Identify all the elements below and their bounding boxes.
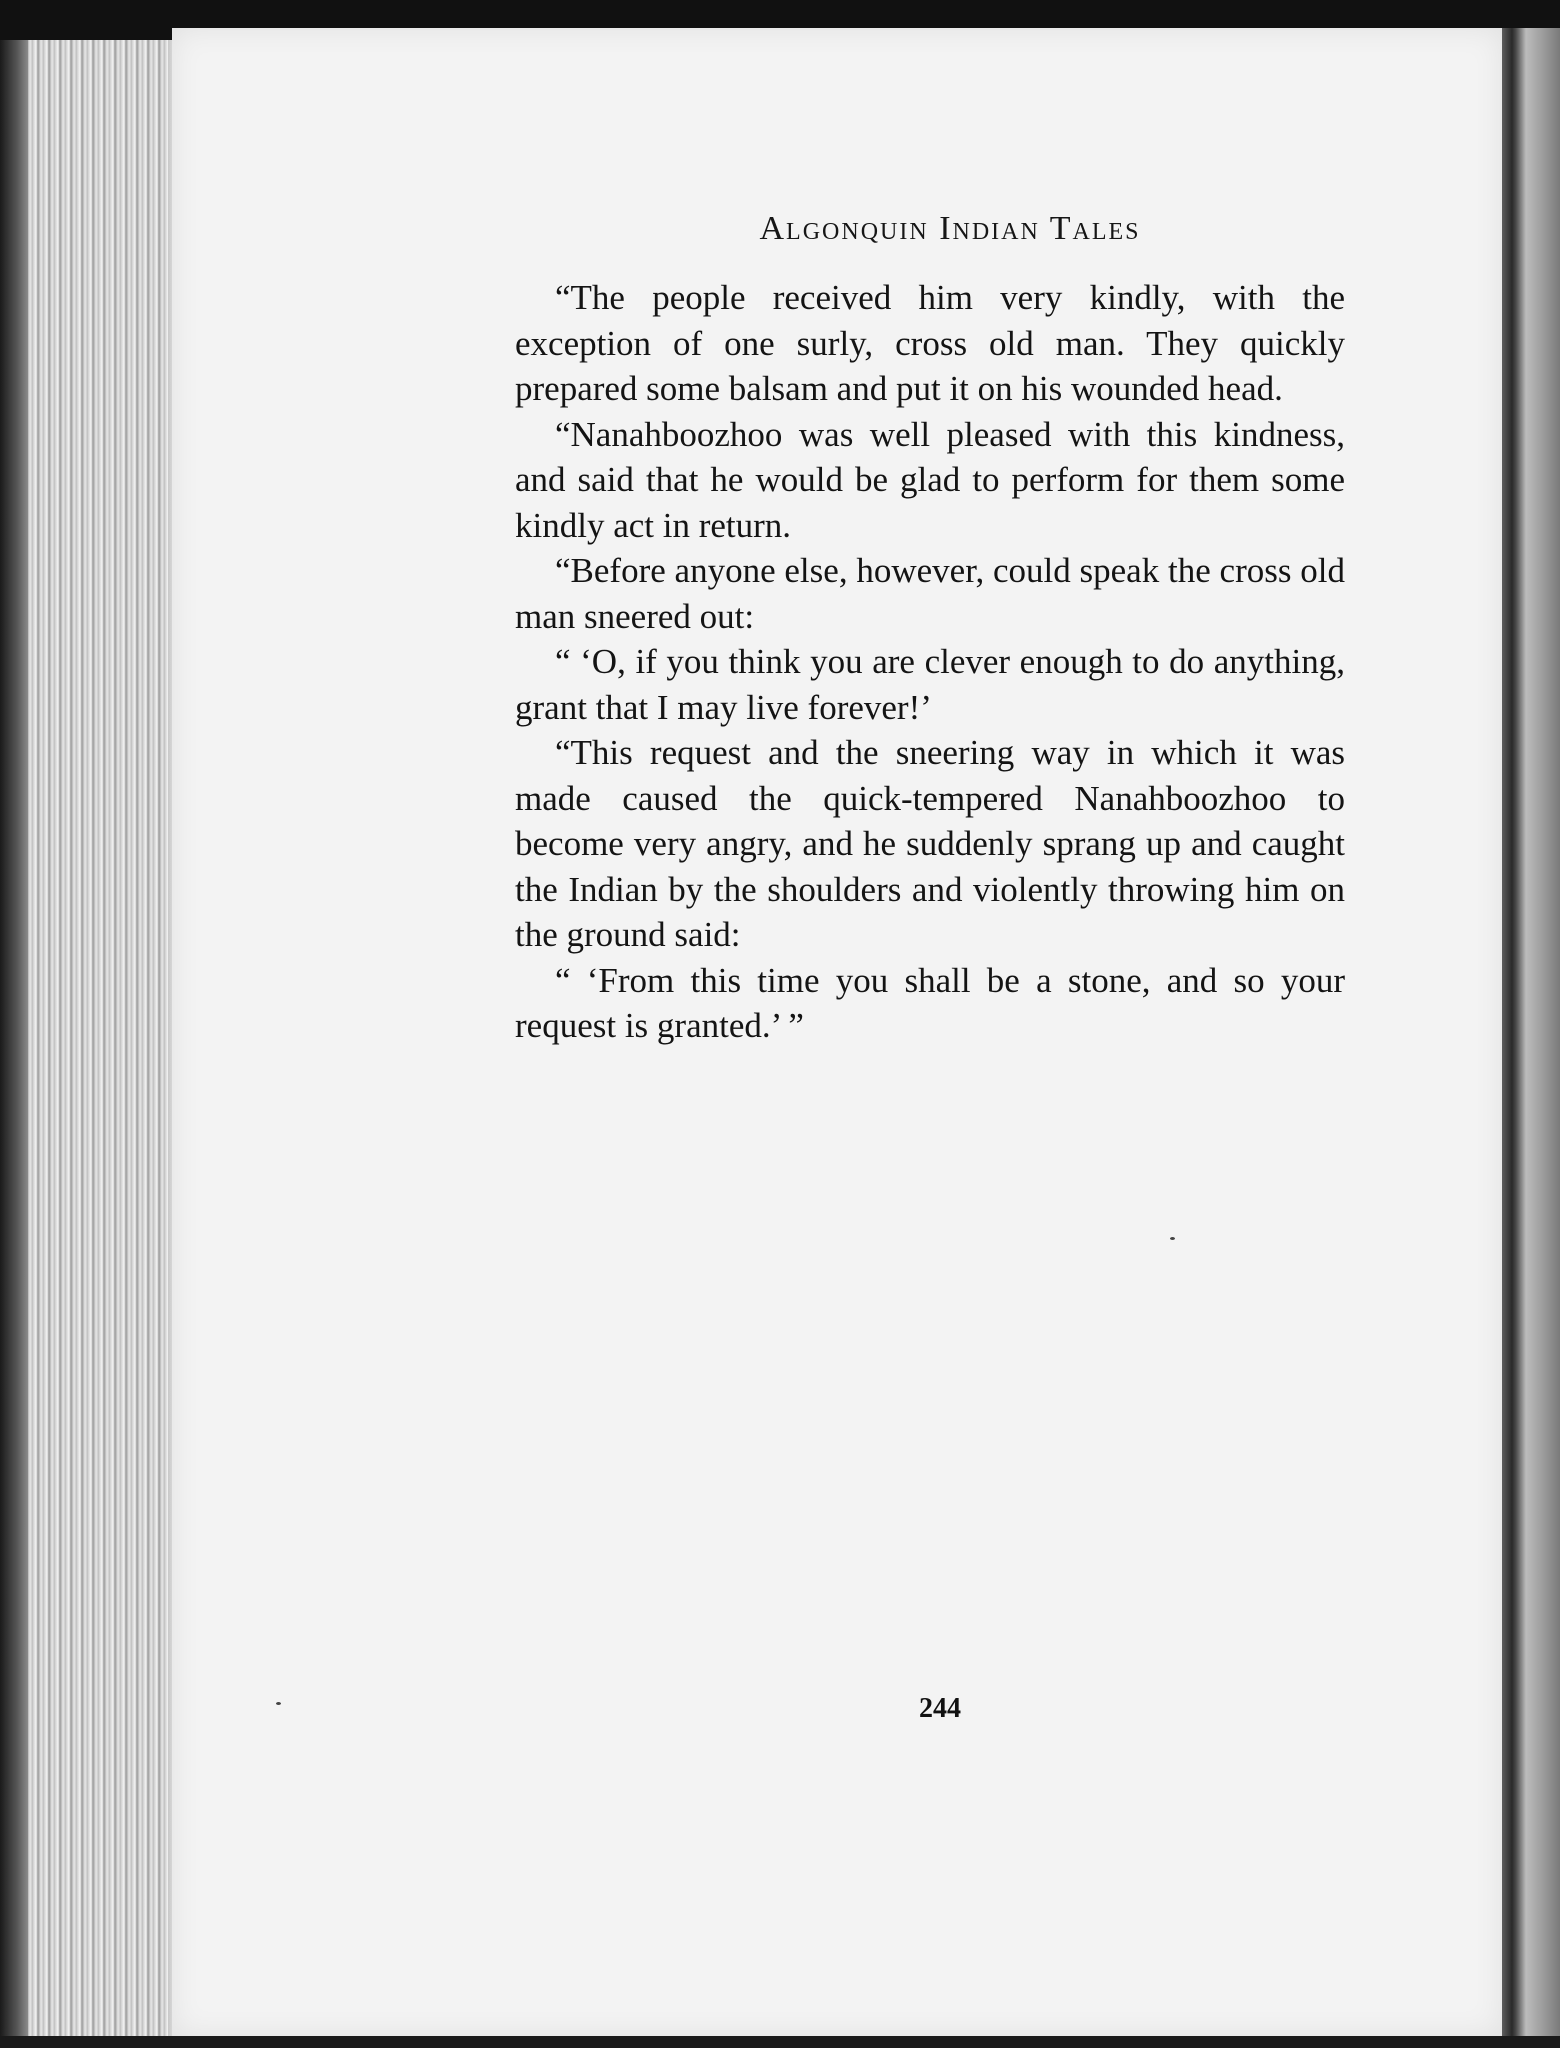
paragraph: “This request and the sneering way in which it was made caused the quick-tempered Nanahboozhoo to become very angry, and he suddenly sprang up and caught the Indian by the shoulders and violently throwing him on the ground said:	[515, 733, 1345, 954]
paragraph: “Nanahboozhoo was well pleased with this kindness, and said that he would be glad to perform for them some kindly act in return.	[515, 414, 1345, 545]
bottom-edge	[0, 2036, 1560, 2048]
page-number: 244	[919, 1693, 961, 1724]
dust-speck	[276, 1702, 281, 1705]
paragraph: “ ‘From this time you shall be a stone, and so your request is granted.’ ”	[515, 960, 1345, 1045]
running-head: Algonquin Indian Tales	[759, 210, 1141, 247]
book-fore-edge	[0, 40, 180, 2048]
dust-speck	[1170, 1237, 1175, 1240]
paragraph: “ ‘O, if you think you are clever enough to do anything, grant that I may live forever!’	[515, 642, 1345, 727]
body-text	[515, 275, 1345, 1049]
gutter-shadow	[1502, 28, 1560, 2048]
paragraph: “Before anyone else, however, could speak the cross old man sneered out:	[515, 551, 1345, 636]
paragraph: “The people received him very kindly, with the exception of one surly, cross old man. They quickly prepared some balsam and put it on his wounded head.	[515, 278, 1345, 408]
